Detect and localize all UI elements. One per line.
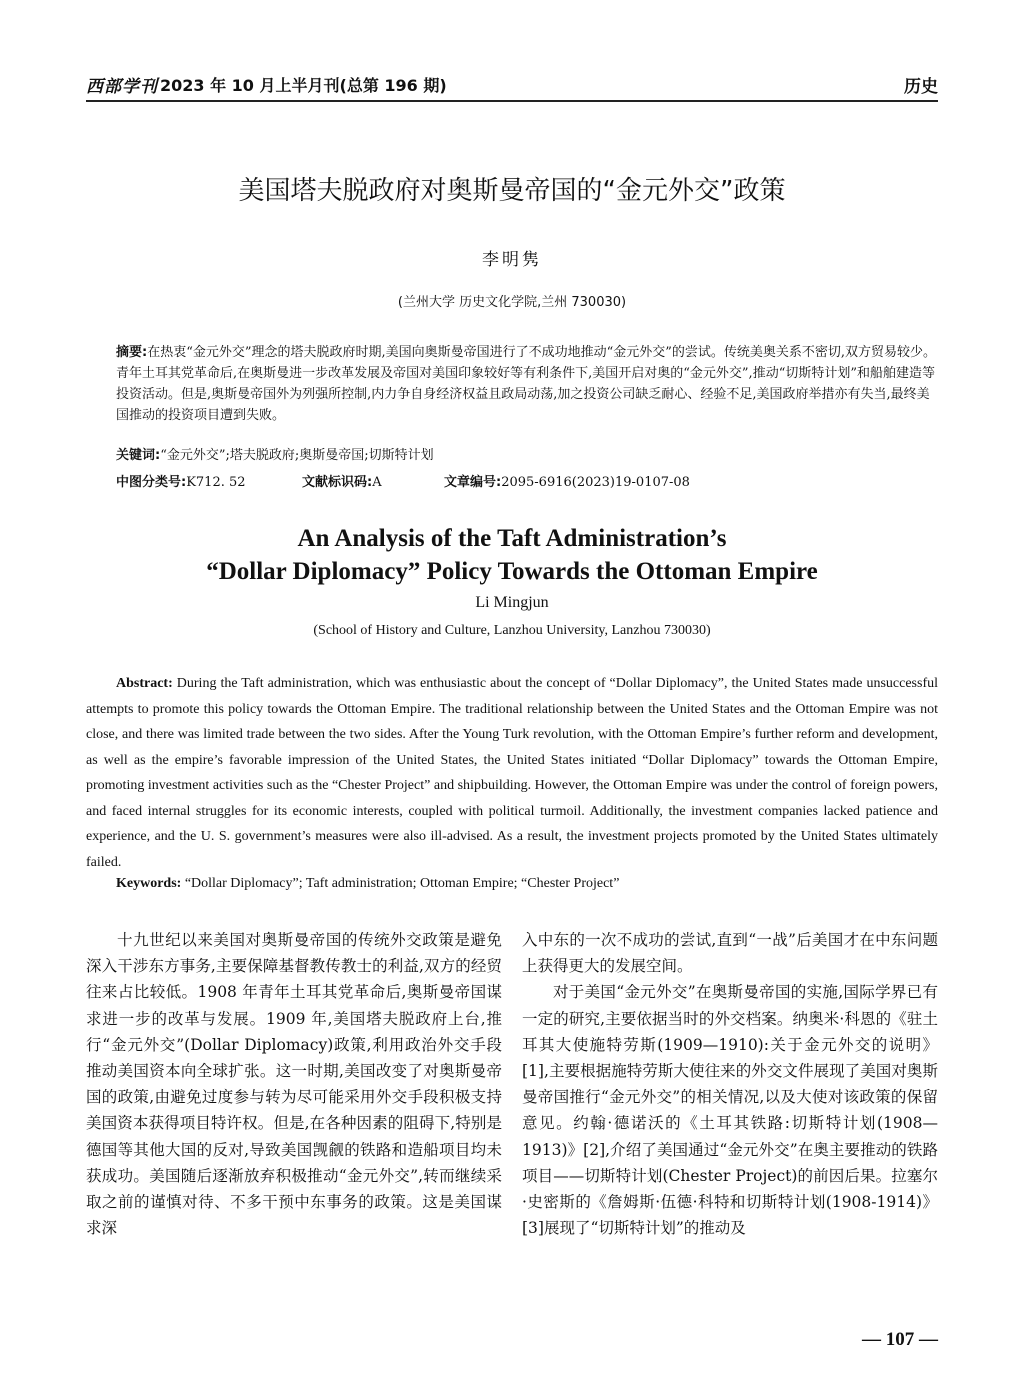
page-number: — 107 — [862, 1329, 938, 1350]
author-cn: 李明隽 [482, 250, 542, 270]
body-paragraph-1: 十九世纪以来美国对奥斯曼帝国的传统外交政策是避免深入干涉东方事务,主要保障基督教传教士的利益,双方的经贸往来占比较低。1908 年青年土耳其党革命后,奥斯曼帝国谋求进一步的改革与发展。1909 年,美国塔夫脱政府上台,推行“金元外交”(Dollar Diplomacy)政策,利用政治外交手段推动美国资本向全球扩张。这一时期,美国改变了对奥斯曼帝国的政策,由避免过度参与转为尽可能采用外交手段积极支持美国资本获得项目特许权。但是,在各种因素的阻碍下,特别是德国等其他大国的反对,导致美国觊觎的铁路和造船项目均未获成功。美国随后逐渐放弃积极推动“金元外交”,转而继续采取之前的谨慎对待、不多干预中东事务的政策。这是美国谋求深 [86, 931, 502, 1238]
abstract-cn-text: 在热衷“金元外交”理念的塔夫脱政府时期,美国向奥斯曼帝国进行了不成功地推动“金元外交”的尝试。传统美奥关系不密切,双方贸易较少。青年土耳其党革命后,在奥斯曼进一步改革发展及帝国对美国印象较好等有利条件下,美国开启对奥的“金元外交”,推动“切斯特计划”和船舶建造等投资活动。但是,奥斯曼帝国外为列强所控制,内力争自身经济权益且政局动荡,加之投资公司缺乏耐心、经验不足,美国政府举措亦有失当,最终美国推动的投资项目遭到失败。 [116, 345, 937, 423]
clc-value: K712. 52 [186, 475, 246, 490]
affiliation-en: (School of History and Culture, Lanzhou University, Lanzhou 730030) [313, 623, 711, 638]
keywords-cn [116, 444, 938, 463]
journal-logo: 西部学刊 [86, 77, 158, 97]
body-column-left [86, 927, 502, 1241]
doc-code-value: A [372, 475, 382, 490]
keywords-cn-text: “金元外交”;塔夫脱政府;奥斯曼帝国;切斯特计划 [160, 448, 434, 463]
abstract-cn-label: 摘要: [116, 345, 148, 360]
header-rule [86, 100, 938, 102]
article-title-cn: 美国塔夫脱政府对奥斯曼帝国的“金元外交”政策 [238, 176, 786, 206]
abstract-en-label: Abstract: [116, 676, 173, 691]
article-number-label: 文章编号: [444, 475, 502, 490]
body-column-right [522, 927, 938, 1241]
article-number-item [444, 471, 690, 490]
clc-item [116, 471, 246, 490]
keywords-en-label: Keywords: [116, 876, 182, 891]
running-header [86, 72, 938, 98]
author-en: Li Mingjun [475, 594, 549, 611]
body-paragraph-1-continued: 入中东的一次不成功的尝试,直到“一战”后美国才在中东问题上获得更大的发展空间。 [522, 931, 938, 976]
title-en-line-1: An Analysis of the Taft Administration’s [297, 525, 727, 552]
keywords-cn-label: 关键词: [116, 448, 161, 463]
abstract-cn [116, 342, 938, 426]
issue-info: 2023 年 10 月上半月刊(总第 196 期) [160, 76, 447, 95]
clc-label: 中图分类号: [116, 475, 187, 490]
doc-code-label: 文献标识码: [302, 475, 373, 490]
section-label: 历史 [904, 77, 938, 97]
title-en-line-2: “Dollar Diplomacy” Policy Towards the Ottoman Empire [206, 558, 818, 585]
abstract-en-text: During the Taft administration, which was enthusiastic about the concept of “Dollar Diplomacy”, the United States made unsuccessful attempts to promote this policy towards the Ottoman Empire. The traditional relationship between the United States and the Ottoman Empire was not close, and there was limited trade between the two sides. After the Young Turk revolution, with the Ottoman Empire’s further reform and development, as well as the empire’s favorable impression of the United States, the United States initiated “Dollar Diplomacy” towards the Ottoman Empire, promoting investment activities such as the “Chester Project” and shipbuilding. However, the Ottoman Empire was under the control of foreign powers, and faced internal struggles for its economic interests, coupled with political turmoil. Additionally, the investment companies lacked patience and experience, and the U. S. government’s measures were also ill-advised. As a result, the investment projects promoted by the United States ultimately failed. [86, 676, 939, 870]
affiliation-cn: (兰州大学 历史文化学院,兰州 730030) [397, 295, 627, 310]
article-number-value: 2095-6916(2023)19-0107-08 [501, 475, 690, 490]
keywords-en-text: “Dollar Diplomacy”; Taft administration; Ottoman Empire; “Chester Project” [184, 876, 620, 891]
abstract-en [86, 671, 938, 875]
article-title-en [86, 522, 938, 588]
doc-code-item [302, 471, 382, 490]
body-paragraph-2: 对于美国“金元外交”在奥斯曼帝国的实施,国际学界已有一定的研究,主要依据当时的外交档案。纳奥米·科恩的《驻土耳其大使施特劳斯(1909—1910):关于金元外交的说明》[1],主要根据施特劳斯大使往来的外交文件展现了美国对奥斯曼帝国推行“金元外交”的相关情况,以及大使对该政策的保留意见。约翰·德诺沃的《土耳其铁路:切斯特计划(1908—1913)》[2],介绍了美国通过“金元外交”在奥主要推动的铁路项目——切斯特计划(Chester Project)的前因后果。拉塞尔·史密斯的《詹姆斯·伍德·科特和切斯特计划(1908-1914)》[3]展现了“切斯特计划”的推动及 [522, 983, 938, 1238]
keywords-en [116, 876, 938, 892]
